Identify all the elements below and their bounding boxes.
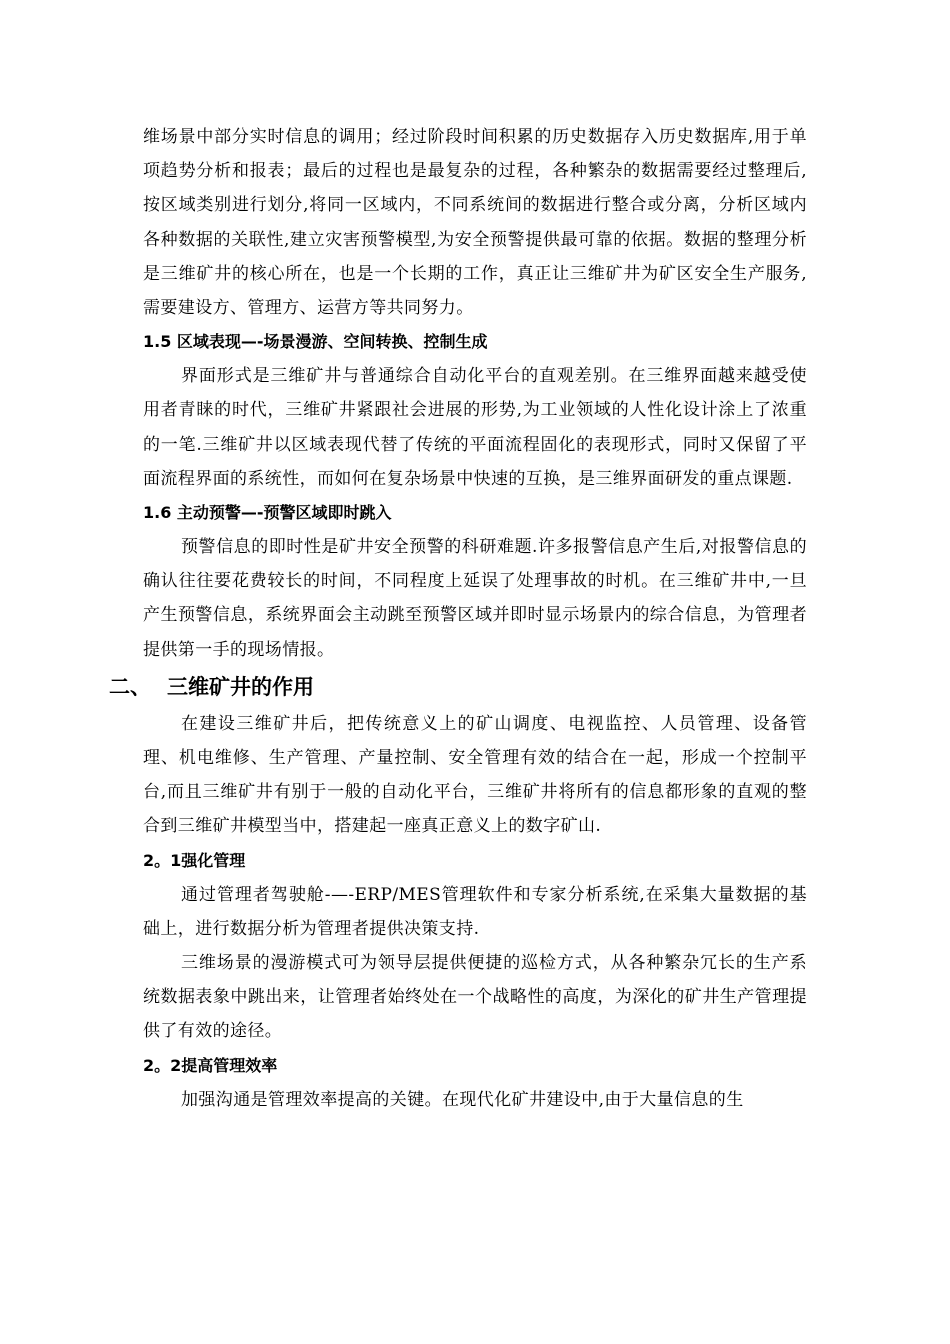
section-heading-1-5: 1.5 区域表现—-场景漫游、空间转换、控制生成 xyxy=(143,332,488,352)
chapter-title: 三维矿井的作用 xyxy=(167,674,314,699)
paragraph: 在建设三维矿井后，把传统意义上的矿山调度、电视监控、人员管理、设备管理、机电维修、生产管理、产量控制、安全管理有效的结合在一起，形成一个控制平台,而且三维矿井有别于一般的自动化平台，三维矿井将所有的信息都形象的直观的整合到三维矿井模型当中，搭建起一座真正意义上的数字矿山. xyxy=(143,713,807,837)
section-heading-1-6: 1.6 主动预警—-预警区域即时跳入 xyxy=(143,503,392,523)
section-heading-2-2: 2。2提高管理效率 xyxy=(143,1055,278,1075)
paragraph: 三维场景的漫游模式可为领导层提供便捷的巡检方式，从各种繁杂冗长的生产系统数据表象中跳出来，让管理者始终处在一个战略性的高度，为深化的矿井生产管理提供了有效的途径。 xyxy=(143,953,807,1042)
chapter-number: 二、 xyxy=(109,674,151,699)
chapter-heading xyxy=(109,667,807,707)
paragraph: 通过管理者驾驶舱-—-ERP/MES管理软件和专家分析系统,在采集大量数据的基础上，进行数据分析为管理者提供决策支持. xyxy=(143,884,807,939)
paragraph: 加强沟通是管理效率提高的关键。在现代化矿井建设中,由于大量信息的生 xyxy=(181,1089,744,1110)
paragraph: 维场景中部分实时信息的调用；经过阶段时间积累的历史数据存入历史数据库,用于单项趋势分析和报表；最后的过程也是最复杂的过程，各种繁杂的数据需要经过整理后,按区域类别进行划分,将同一区域内，不同系统间的数据进行整合或分离，分析区域内各种数据的关联性,建立灾害预警模型,为安全预警提供最可靠的依据。数据的整理分析是三维矿井的核心所在，也是一个长期的工作，真正让三维矿井为矿区安全生产服务,需要建设方、管理方、运营方等共同努力。 xyxy=(143,127,807,319)
paragraph: 界面形式是三维矿井与普通综合自动化平台的直观差别。在三维界面越来越受使用者青睐的时代，三维矿井紧跟社会进展的形势,为工业领域的人性化设计涂上了浓重的一笔.三维矿井以区域表现代替了传统的平面流程固化的表现形式，同时又保留了平面流程界面的系统性，而如何在复杂场景中快速的互换，是三维界面研发的重点课题. xyxy=(143,366,807,489)
paragraph: 预警信息的即时性是矿井安全预警的科研难题.许多报警信息产生后,对报警信息的确认往往要花费较长的时间，不同程度上延误了处理事故的时机。在三维矿井中,一旦产生预警信息，系统界面会主动跳至预警区域并即时显示场景内的综合信息，为管理者提供第一手的现场情报。 xyxy=(143,537,807,660)
document-body xyxy=(109,120,807,1117)
section-heading-2-1: 2。1强化管理 xyxy=(143,850,246,870)
